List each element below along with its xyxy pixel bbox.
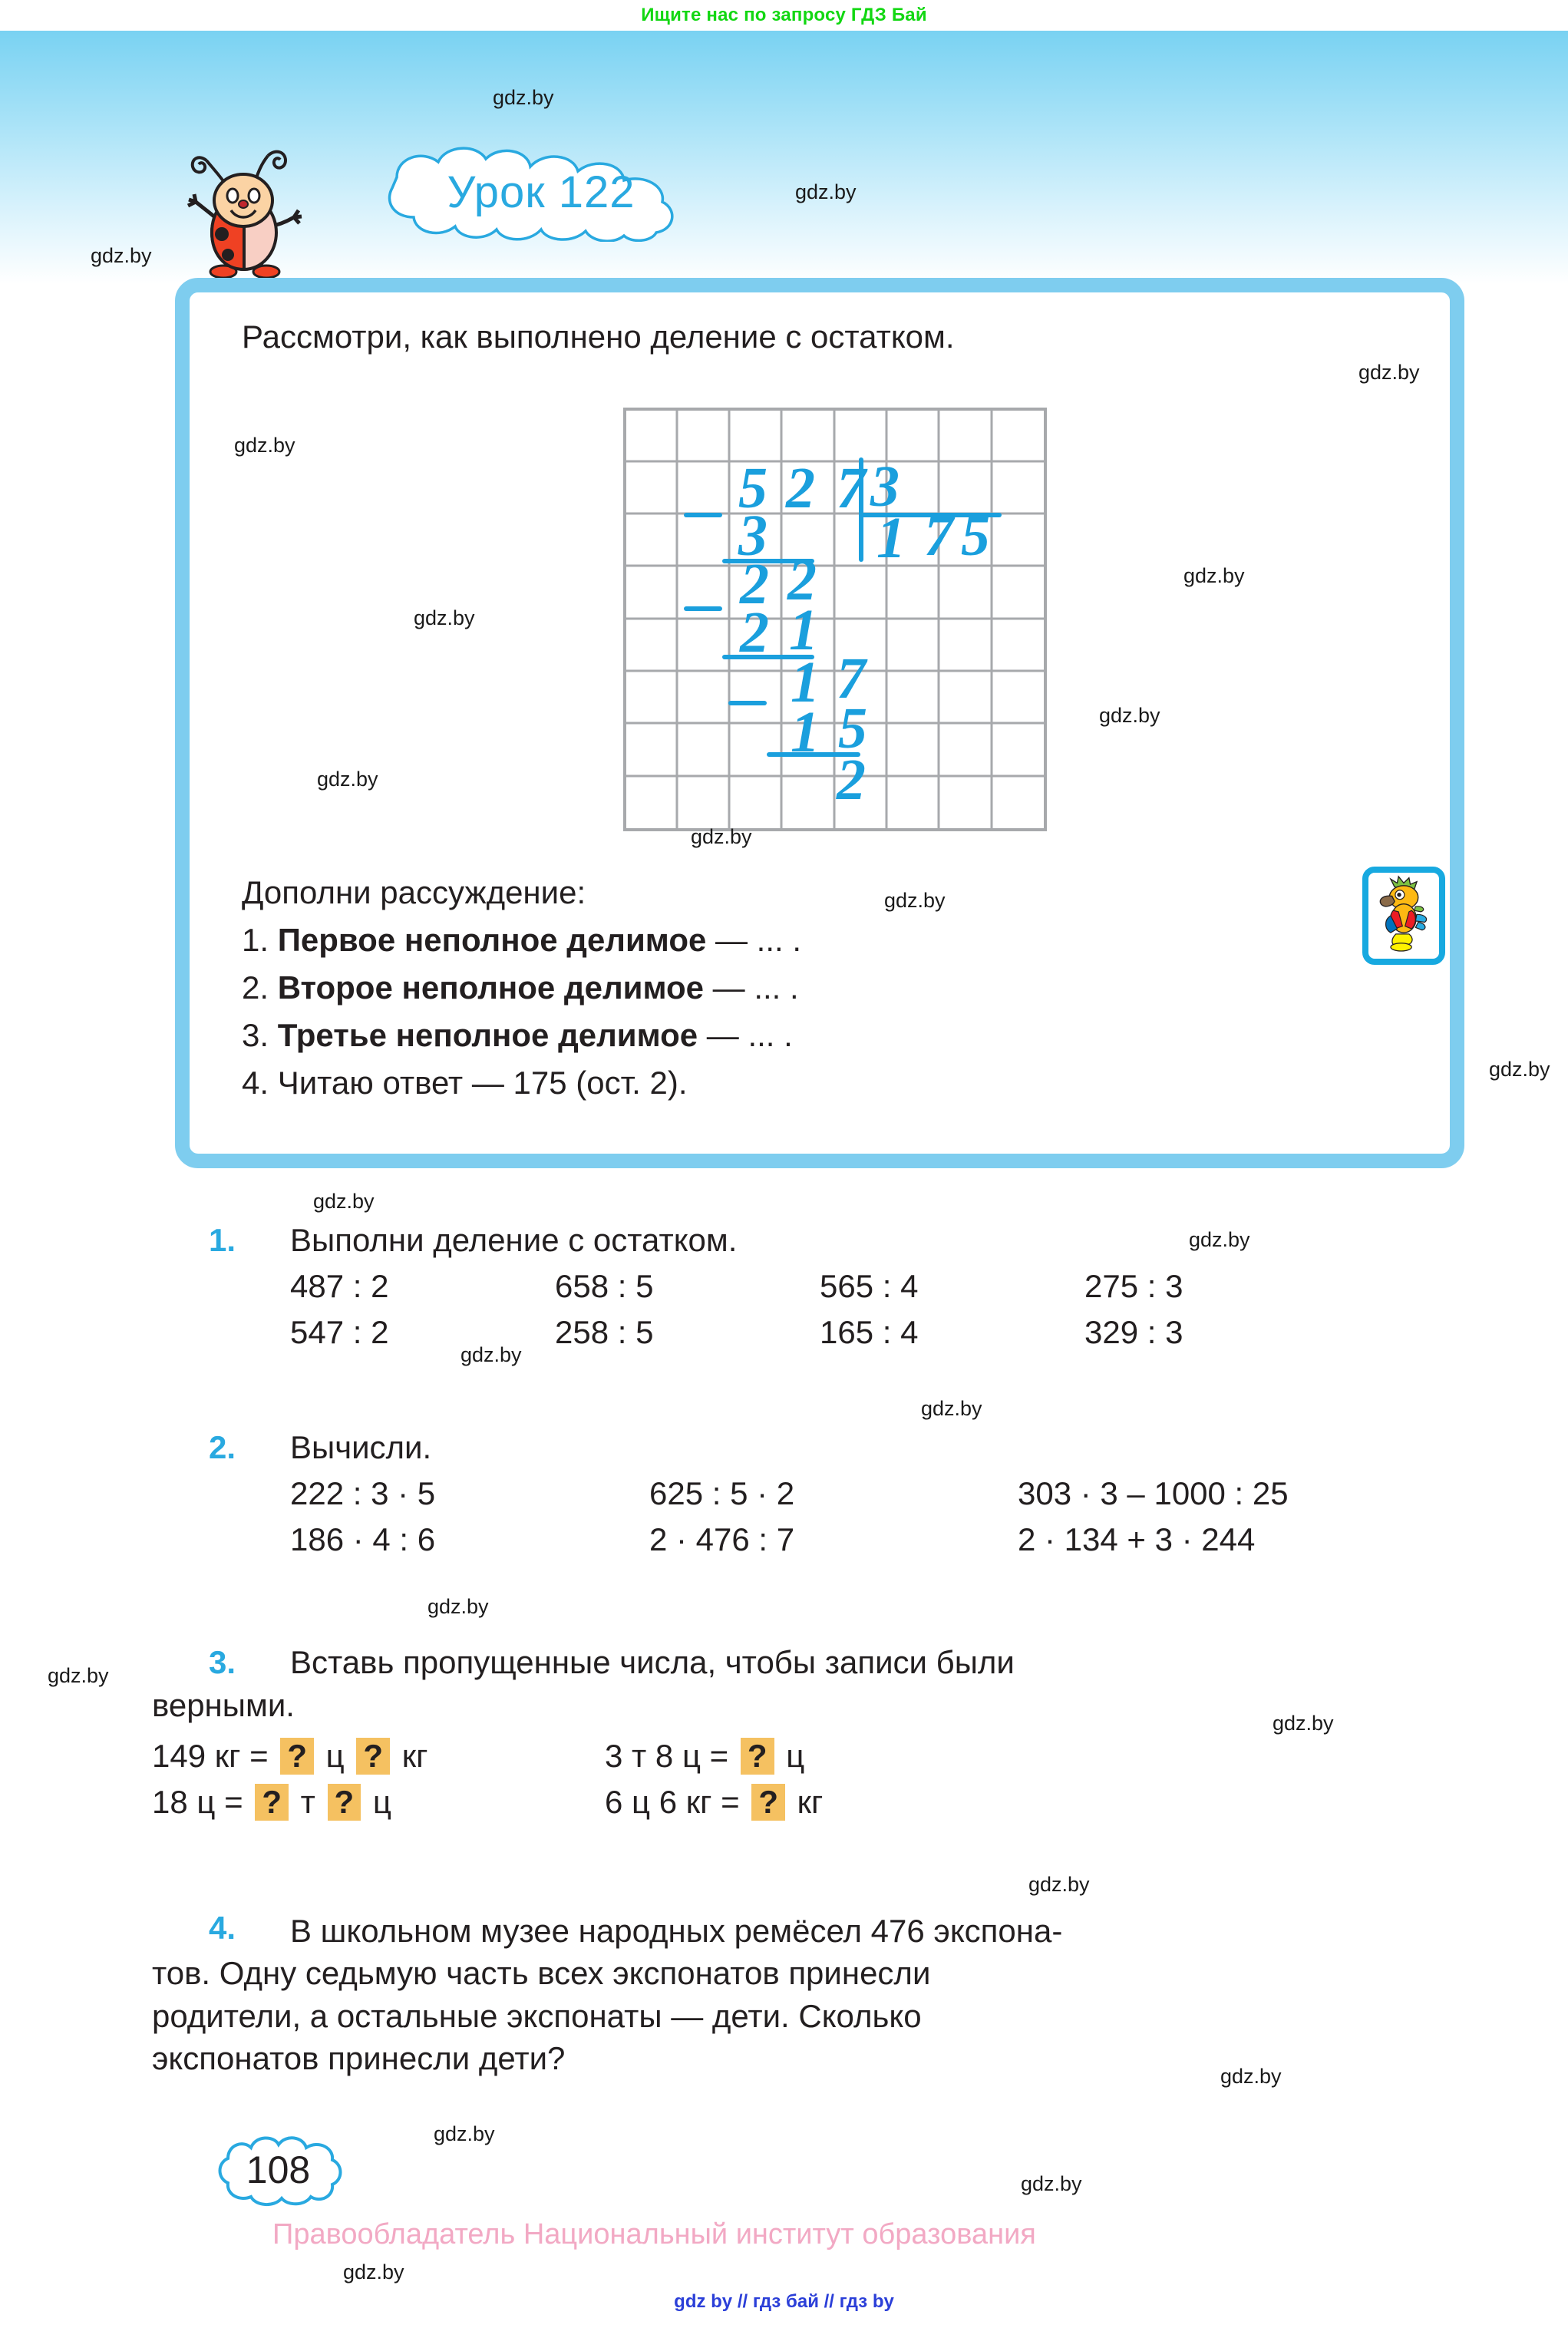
exercise-2-item-3: 303 · 3 – 1000 : 25 [1018,1475,1289,1511]
watermark-23: gdz.by [1021,2172,1082,2195]
exercise-2-item-6: 2 · 134 + 3 · 244 [1018,1521,1256,1557]
svg-text:5: 5 [961,504,990,568]
exercise-2 [290,1429,1487,1567]
svg-text:7: 7 [837,456,866,520]
exercise-1-item-1: 487 : 2 [290,1268,389,1304]
eq3-left: 3 т 8 ц = [605,1738,738,1774]
eq1-mid: ц [316,1738,354,1774]
eq2-right: ц [364,1784,391,1821]
footer-links: gdz by // гдз бай // гдз by [674,2291,894,2312]
ladybug-mascot-icon [173,134,315,280]
watermark-20: gdz.by [1028,1873,1090,1896]
eq4-left: 6 ц 6 кг = [605,1784,749,1821]
eq4-right: кг [788,1784,824,1821]
svg-text:1: 1 [876,506,906,570]
exercise-1-item-5: 547 : 2 [290,1314,389,1350]
eq3-right: ц [777,1738,805,1774]
reasoning-item-3-tail: — ... . [698,1017,793,1053]
exercise-1 [290,1222,1487,1360]
watermark-9: gdz.by [317,768,378,791]
exercise-3 [152,1644,1487,1830]
watermark-7: gdz.by [414,606,475,629]
watermark-24: gdz.by [343,2260,404,2284]
exercise-4-line-1: В школьном музее народных ремёсел 476 экспона- [290,1913,1063,1949]
eq1-right: кг [393,1738,428,1774]
watermark-21: gdz.by [1220,2065,1282,2088]
reasoning-item-4 [242,1065,1355,1101]
reasoning-item-1 [242,922,1355,959]
exercise-1-item-4: 275 : 3 [1084,1268,1183,1304]
svg-text:5: 5 [838,696,867,761]
long-division-grid [623,408,1047,831]
svg-text:2: 2 [740,552,769,616]
promo-text: Ищите нас по запросу ГДЗ Бай [641,5,927,25]
exercise-2-row-2 [290,1521,1487,1558]
watermark-15: gdz.by [460,1343,522,1366]
svg-text:2: 2 [787,548,817,613]
eq2-mid: т [291,1784,325,1821]
exercise-3-equation-2 [152,1784,605,1821]
eq2-left: 18 ц = [152,1784,253,1821]
svg-text:7: 7 [924,504,953,568]
svg-text:2: 2 [786,456,815,520]
exercise-4-number: 4. [209,1910,236,1946]
svg-text:2: 2 [837,748,866,812]
exercise-2-item-2: 625 : 5 · 2 [649,1475,795,1511]
svg-text:5: 5 [738,456,767,520]
exercise-2-number: 2. [209,1429,236,1465]
svg-text:3: 3 [870,454,900,519]
promo-banner [0,0,1568,31]
watermark-6: gdz.by [1183,564,1245,587]
page-number-label: 108 [246,2148,311,2191]
reasoning-item-2 [242,969,1355,1006]
reasoning-list [242,922,1355,1112]
exercise-4 [152,1910,1487,2080]
reasoning-item-1-tail: — ... . [706,922,802,958]
exercise-3-equation-1 [152,1738,605,1775]
eq2-missing-1[interactable]: ? [255,1784,289,1821]
exercise-2-heading: Вычисли. [290,1429,432,1465]
watermark-4: gdz.by [1358,361,1420,384]
exercise-3-row-1 [152,1738,1349,1775]
watermark-13: gdz.by [313,1190,375,1213]
svg-text:1: 1 [789,598,818,662]
exercise-2-item-5: 2 · 476 : 7 [649,1521,795,1557]
watermark-19: gdz.by [1273,1712,1334,1735]
exercise-1-item-2: 658 : 5 [555,1268,654,1304]
eq1-missing-2[interactable]: ? [356,1738,390,1775]
exercise-1-row-1 [290,1268,1487,1305]
watermark-17: gdz.by [427,1595,489,1618]
reasoning-item-1-bold: Первое неполное делимое [277,922,707,958]
watermark-22: gdz.by [434,2122,495,2145]
exercise-2-row-1 [290,1475,1487,1512]
exercise-1-heading: Выполни деление с остатком. [290,1222,738,1258]
exercise-3-equation-4 [605,1784,823,1821]
eq1-missing-1[interactable]: ? [280,1738,314,1775]
watermark-18: gdz.by [48,1664,109,1687]
watermark-2: gdz.by [795,180,857,203]
watermark-8: gdz.by [1099,704,1160,727]
exercise-1-item-6: 258 : 5 [555,1314,654,1350]
lesson-intro-panel [175,278,1464,1168]
exercise-3-heading: Вставь пропущенные числа, чтобы записи были [290,1644,1015,1680]
watermark-14: gdz.by [1189,1228,1250,1251]
exercise-3-equation-3 [605,1738,804,1775]
watermark-10: gdz.by [691,825,752,848]
parrot-icon [1362,867,1445,965]
watermark-5: gdz.by [234,434,295,457]
svg-text:1: 1 [791,700,820,764]
svg-text:1: 1 [791,650,820,715]
exercise-3-row-2 [152,1784,1349,1821]
watermark-11: gdz.by [884,889,946,912]
watermark-16: gdz.by [921,1397,982,1420]
exercise-1-item-3: 565 : 4 [820,1268,919,1304]
watermark-1: gdz.by [493,86,554,109]
exercise-4-line-3: родители, а остальные экспонаты — дети. Сколько [152,1997,922,2034]
exercise-1-item-8: 329 : 3 [1084,1314,1183,1350]
exercise-4-line-2: тов. Одну седьмую часть всех экспонатов принесли [152,1955,931,1992]
eq4-missing-1[interactable]: ? [751,1784,785,1821]
reasoning-item-3-num: 3. [242,1017,269,1053]
lesson-title-label: Урок 122 [447,167,635,217]
svg-text:2: 2 [740,600,769,665]
reasoning-item-4-tail: Читаю ответ — 175 (ост. 2). [277,1065,688,1101]
watermark-12: gdz.by [1489,1058,1550,1081]
lesson-title-cloud [349,142,733,242]
reasoning-item-3-bold: Третье неполное делимое [277,1017,698,1053]
copyright-notice: Правообладатель Национальный институт образования [272,2218,1036,2250]
exercise-3-number: 3. [209,1644,236,1680]
svg-text:3: 3 [738,504,767,568]
reasoning-item-1-num: 1. [242,922,269,958]
exercise-1-number: 1. [209,1222,236,1258]
reasoning-item-2-tail: — ... . [703,969,799,1006]
reasoning-item-2-bold: Второе неполное делимое [277,969,704,1006]
exercise-2-item-4: 186 · 4 : 6 [290,1521,436,1557]
eq1-left: 149 кг = [152,1738,278,1774]
intro-instruction: Рассмотри, как выполнено деление с остатком. [242,319,955,355]
svg-text:7: 7 [837,646,866,711]
exercise-1-item-7: 165 : 4 [820,1314,919,1350]
exercise-2-item-1: 222 : 3 · 5 [290,1475,436,1511]
reasoning-title: Дополни рассуждение: [242,874,586,910]
reasoning-item-4-num: 4. [242,1065,269,1101]
exercise-4-line-4: экспонатов принесли дети? [152,2040,566,2077]
reasoning-item-3 [242,1017,1355,1054]
exercise-3-heading-line2: верными. [152,1687,295,1723]
watermark-3: gdz.by [91,244,152,267]
eq3-missing-1[interactable]: ? [741,1738,774,1775]
reasoning-item-2-num: 2. [242,969,269,1006]
page-number-cloud [211,2128,345,2212]
eq2-missing-2[interactable]: ? [328,1784,361,1821]
